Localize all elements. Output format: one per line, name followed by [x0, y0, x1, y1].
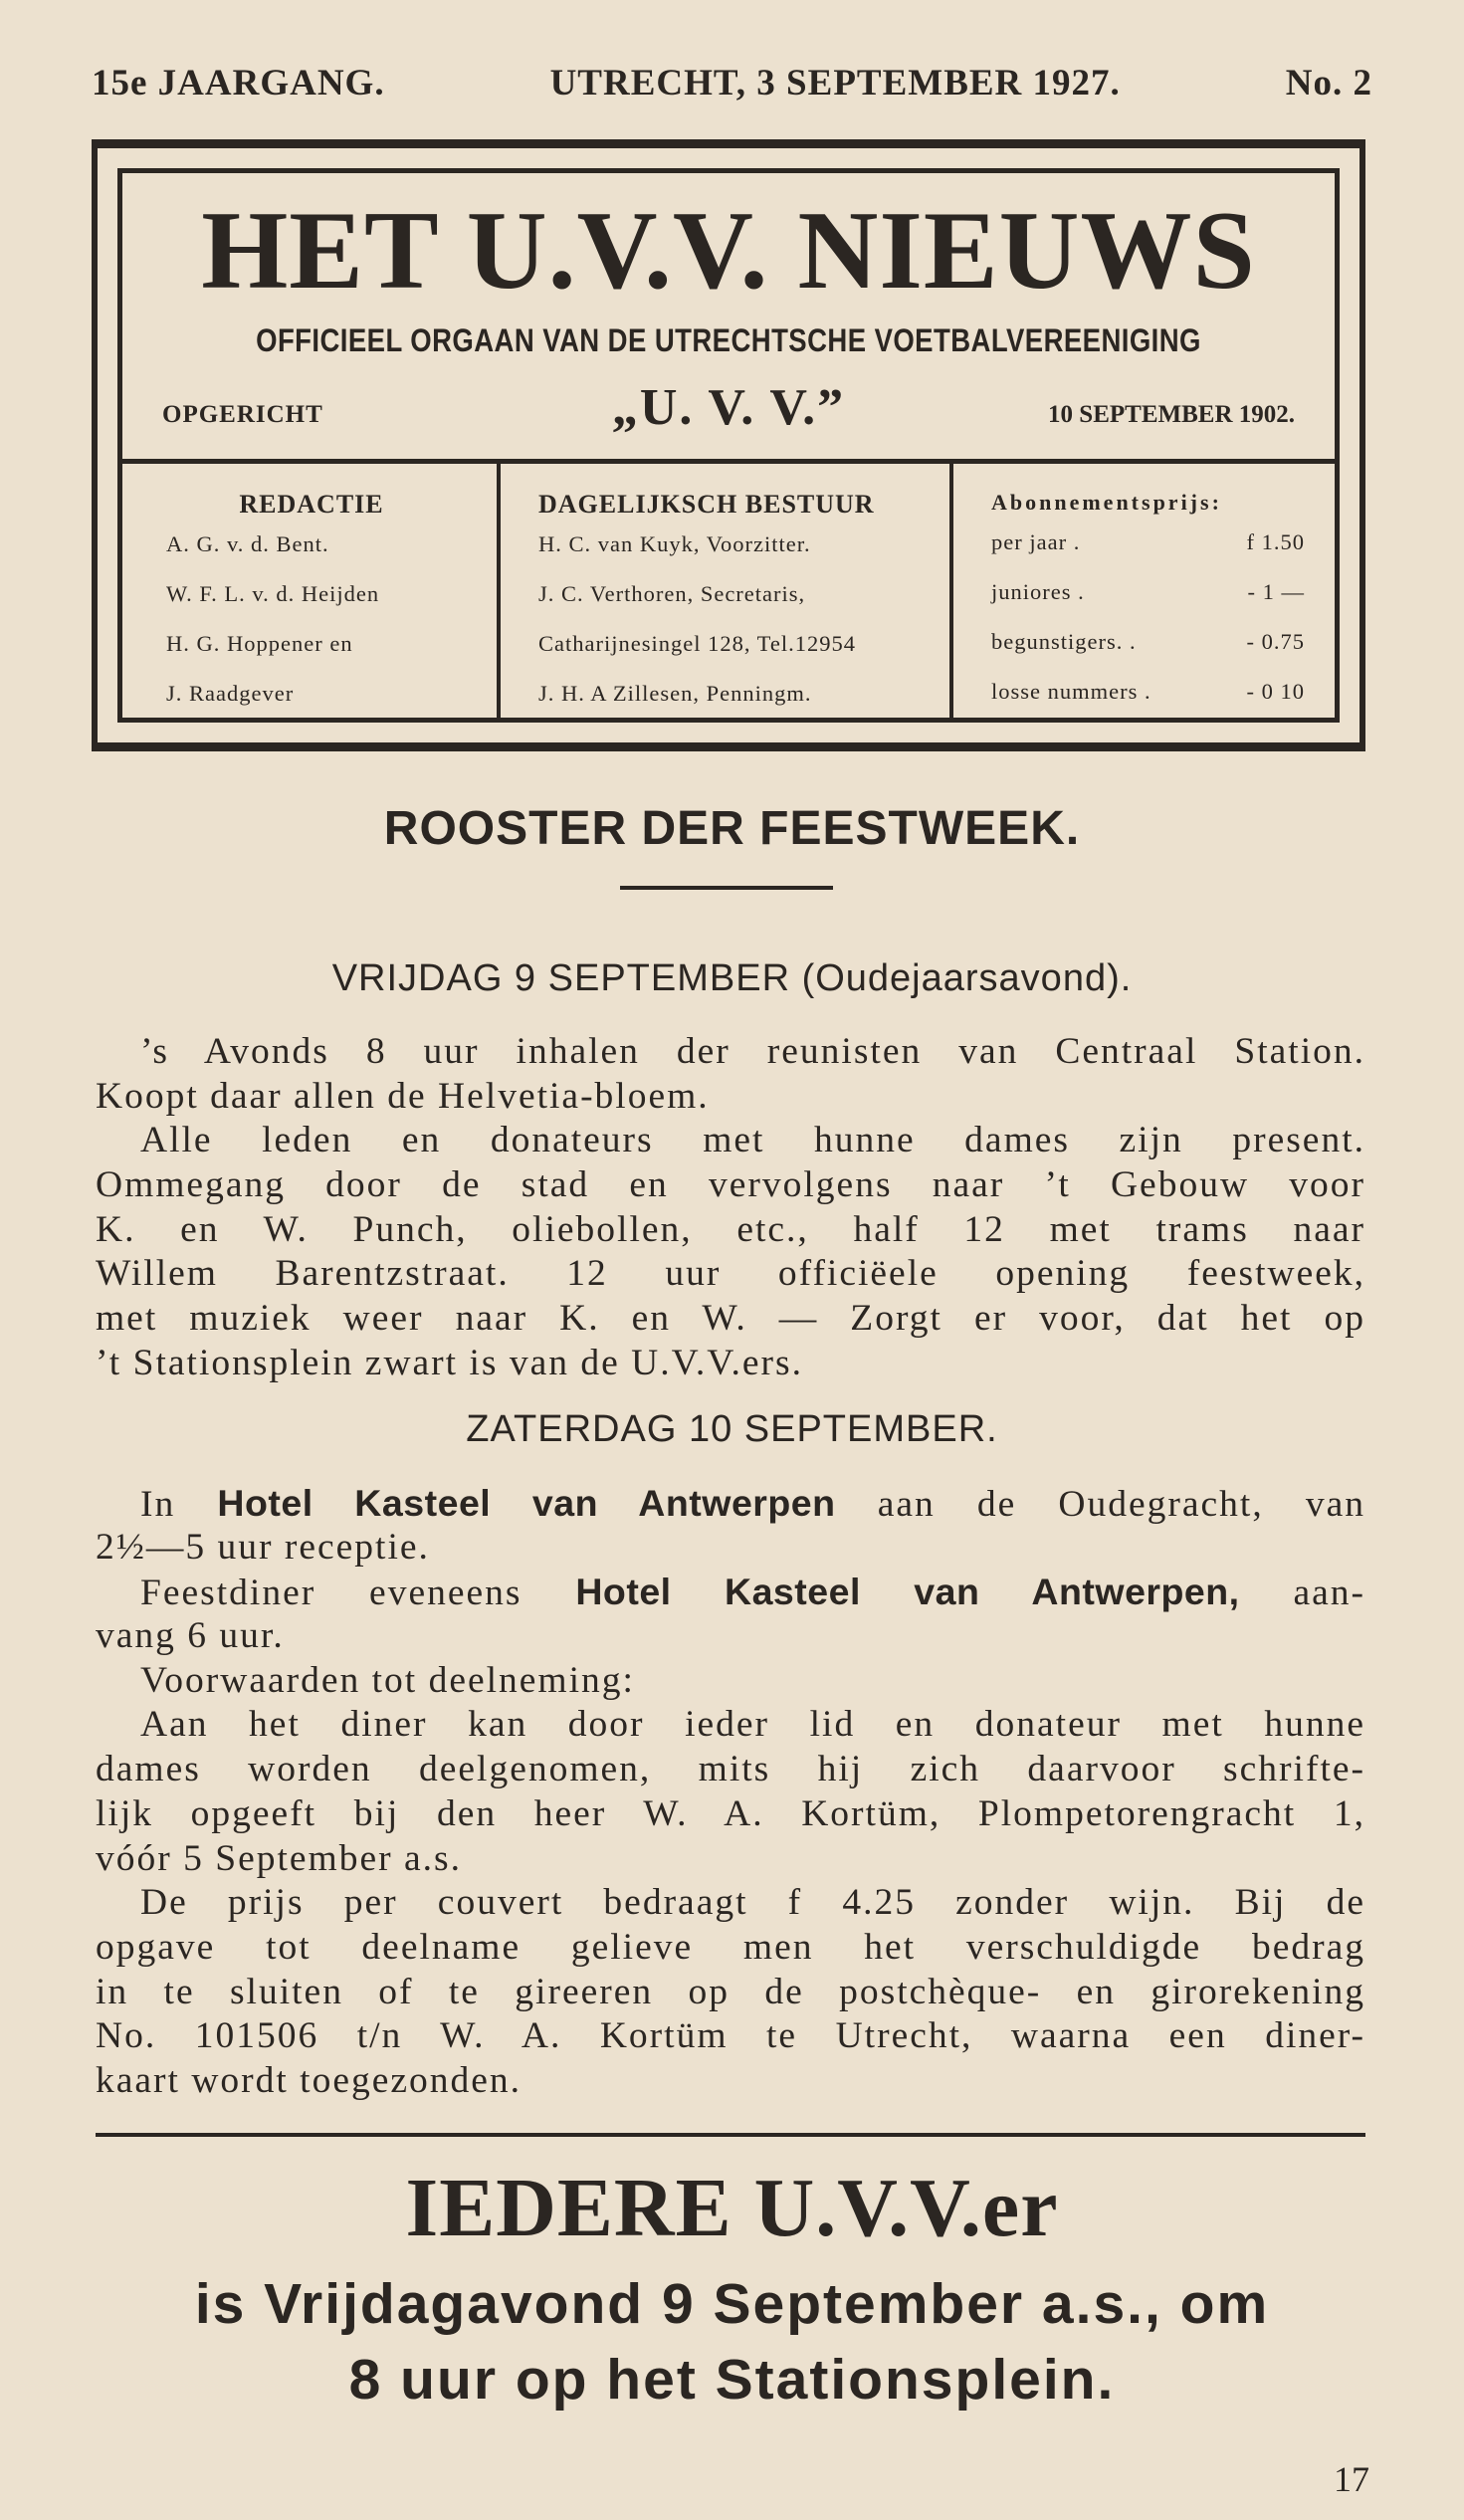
issue-number: No. 2 — [1285, 63, 1372, 104]
subscription-label: begunstigers. . — [991, 629, 1137, 654]
subscription-price: - 0.75 — [1246, 629, 1305, 654]
subscription-label: per jaar . — [991, 529, 1081, 554]
subscription-row — [991, 629, 1305, 679]
board-column — [501, 464, 953, 718]
text-fragment: In — [140, 1484, 218, 1525]
subscription-heading: Abonnementsprijs: — [991, 490, 1222, 515]
subscription-price: f 1.50 — [1246, 529, 1305, 554]
founding-row — [162, 377, 1295, 437]
notice-headline: IEDERE U.V.V.er — [405, 2162, 1059, 2254]
text-line: De prijs per couvert bedraagt f 4.25 zonder wijn. Bij de — [140, 1882, 1365, 1924]
masthead-columns — [122, 464, 1335, 718]
club-abbreviation: „U. V. V.” — [611, 379, 846, 436]
subscription-price: - 0 10 — [1246, 679, 1305, 704]
title-underline — [620, 886, 833, 890]
editor-name: W. F. L. v. d. Heijden — [166, 581, 380, 606]
text-line: opgave tot deelname gelieve men het verschuldigde bedrag — [96, 1926, 1365, 1968]
hotel-name: Hotel Kasteel van Antwerpen — [217, 1482, 836, 1524]
founded-date: 10 SEPTEMBER 1902. — [1048, 401, 1295, 428]
volume-label: 15e JAARGANG. — [92, 63, 385, 104]
text-fragment: aan de Oudegracht, van — [835, 1484, 1365, 1525]
text-line: dames worden deelgenomen, mits hij zich daarvoor schrifte- — [96, 1749, 1365, 1790]
dateline — [92, 62, 1372, 105]
subscription-row — [991, 679, 1305, 729]
board-member: J. H. A Zillesen, Penningm. — [538, 681, 812, 706]
saturday-paragraph — [96, 1481, 1365, 2104]
text-line — [96, 1481, 1365, 1526]
text-line: lijk opgeeft bij den heer W. A. Kortüm, Plompetorengracht 1, — [96, 1792, 1365, 1834]
founded-label: OPGERICHT — [162, 401, 323, 428]
text-line: ’s Avonds 8 uur inhalen der reunisten van Centraal Station. — [140, 1031, 1365, 1072]
text-fragment: aan- — [1239, 1573, 1365, 1614]
subscription-row — [991, 579, 1305, 629]
masthead-inner-frame — [117, 168, 1340, 723]
friday-heading: VRIJDAG 9 SEPTEMBER (Oudejaarsavond). — [331, 957, 1133, 999]
text-fragment: Feestdiner eveneens — [140, 1573, 576, 1614]
text-line: 2½—5 uur receptie. — [96, 1526, 430, 1568]
text-line: vang 6 uur. — [96, 1615, 285, 1657]
text-line: K. en W. Punch, oliebollen, etc., half 12 met trams naar — [96, 1208, 1365, 1250]
board-heading: DAGELIJKSCH BESTUUR — [538, 490, 875, 519]
masthead — [92, 139, 1365, 751]
friday-paragraph — [96, 1030, 1365, 1386]
notice-divider — [96, 2133, 1365, 2137]
text-line: Willem Barentzstraat. 12 uur officiëele opening feestweek, — [96, 1253, 1365, 1295]
hotel-name: Hotel Kasteel van Antwerpen, — [575, 1571, 1240, 1613]
page-number: 17 — [1334, 2459, 1369, 2499]
subscription-label: losse nummers . — [991, 679, 1151, 704]
newspaper-subtitle: OFFICIEEL ORGAAN VAN DE UTRECHTSCHE VOETBALVEREENIGING — [256, 322, 1201, 358]
editor-name: J. Raadgever — [166, 681, 295, 706]
notice-line-2: 8 uur op het Stationsplein. — [348, 2348, 1116, 2412]
text-line: Alle leden en donateurs met hunne dames zijn present. — [140, 1120, 1365, 1161]
subscription-row — [991, 529, 1305, 579]
subscription-label: juniores . — [991, 579, 1085, 604]
text-line: in te sluiten of te gireeren op de postchèque- en girorekening — [96, 1971, 1365, 2012]
notice-line-1: is Vrijdagavond 9 September a.s., om — [194, 2272, 1270, 2336]
article-title: ROOSTER DER FEESTWEEK. — [383, 802, 1081, 855]
text-line — [96, 1570, 1365, 1614]
newspaper-title: HET U.V.V. NIEUWS — [201, 189, 1256, 313]
subscription-price: - 1 — — [1247, 579, 1305, 604]
board-member: J. C. Verthoren, Secretaris, — [538, 581, 806, 606]
text-line: Voorwaarden tot deelneming: — [140, 1659, 635, 1701]
text-line: Aan het diner kan door ieder lid en donateur met hunne — [140, 1704, 1365, 1746]
editor-name: H. G. Hoppener en — [166, 631, 353, 656]
text-line: No. 101506 t/n W. A. Kortüm te Utrecht, waarna een diner- — [96, 2015, 1365, 2057]
text-line: vóór 5 September a.s. — [96, 1837, 462, 1879]
text-line: ’t Stationsplein zwart is van de U.V.V.ers. — [96, 1342, 803, 1383]
editorial-heading: REDACTIE — [239, 490, 384, 519]
text-line: Koopt daar allen de Helvetia-bloem. — [96, 1075, 710, 1117]
editorial-column — [122, 464, 501, 718]
board-address: Catharijnesingel 128, Tel.12954 — [538, 631, 856, 656]
text-line: Ommegang door de stad en vervolgens naar ’t Gebouw voor — [96, 1164, 1365, 1206]
text-line: met muziek weer naar K. en W. — Zorgt er voor, dat het op — [96, 1298, 1365, 1340]
board-member: H. C. van Kuyk, Voorzitter. — [538, 531, 811, 556]
saturday-heading: ZATERDAG 10 SEPTEMBER. — [466, 1408, 998, 1450]
place-date: UTRECHT, 3 SEPTEMBER 1927. — [549, 63, 1121, 104]
editor-name: A. G. v. d. Bent. — [166, 531, 329, 556]
text-line: kaart wordt toegezonden. — [96, 2059, 523, 2101]
subscription-column — [953, 464, 1335, 718]
